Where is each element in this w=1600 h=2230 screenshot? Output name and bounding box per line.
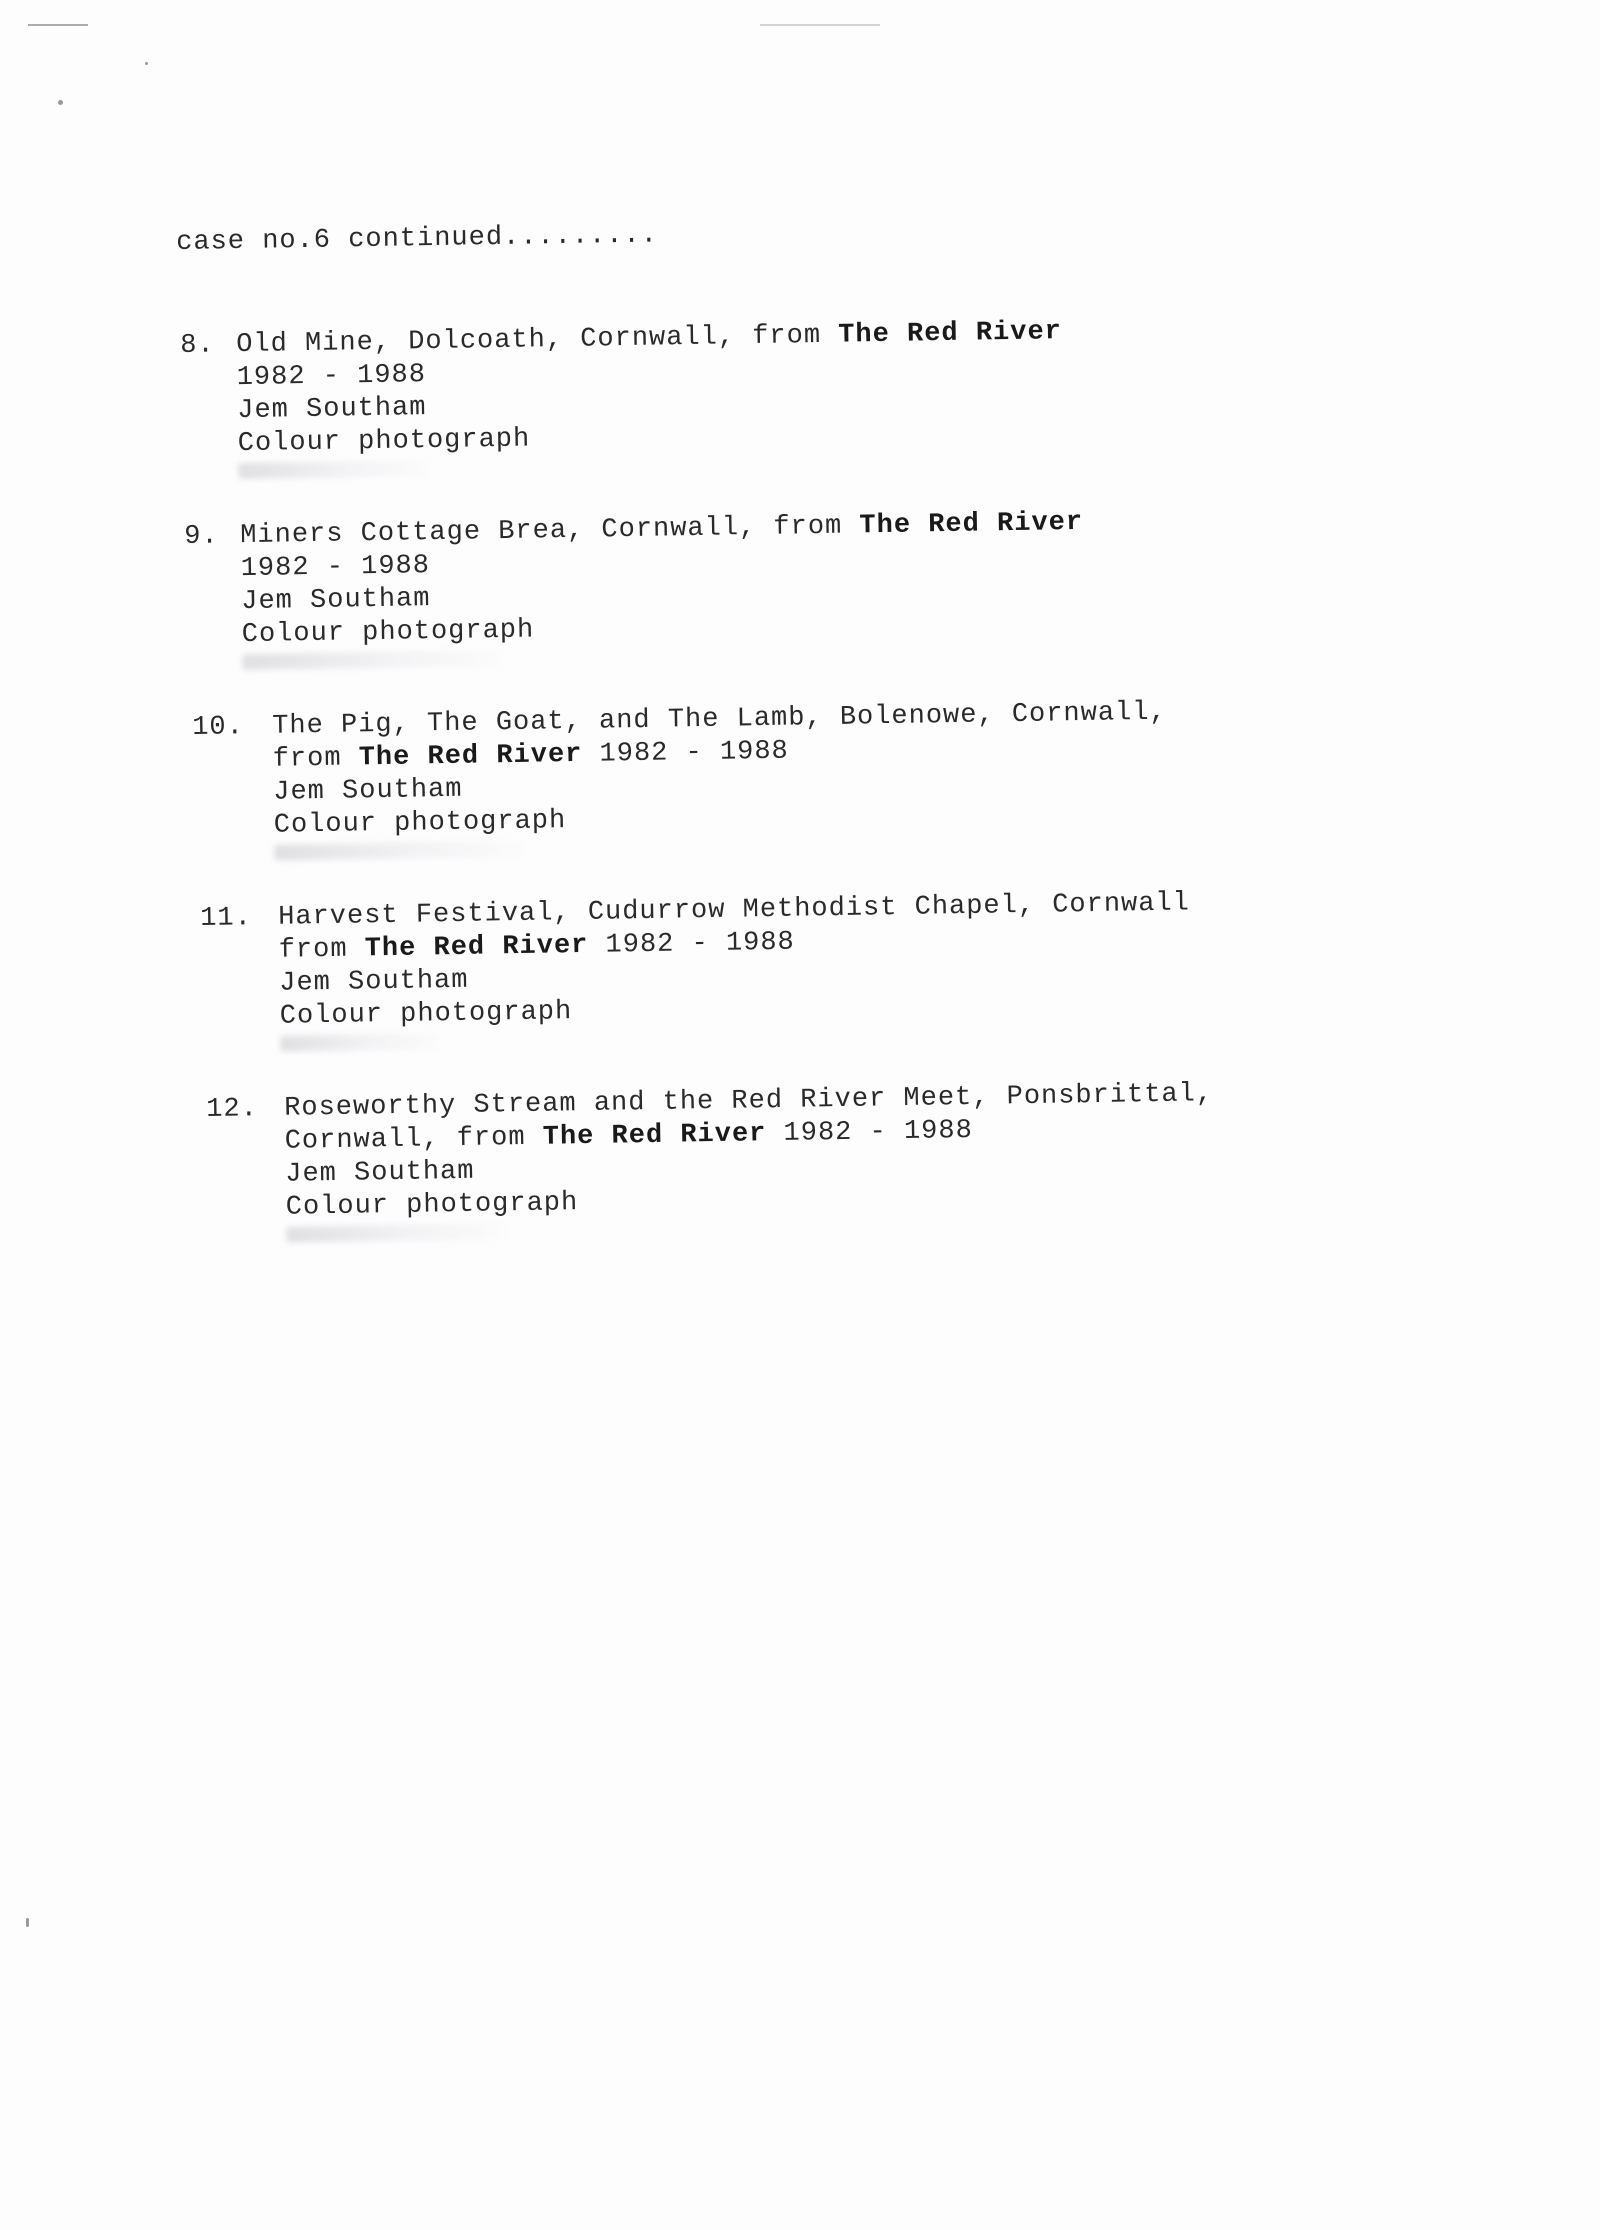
series-title: The Red River [364,930,589,965]
entry-number: 11. [200,903,253,934]
entry-title-line: Miners Cottage Brea, Cornwall, from The Red River [240,507,1084,552]
entry-medium: Colour photograph [279,997,573,1032]
entry-number: 8. [180,330,215,361]
entry-number: 12. [206,1094,259,1125]
entry-artist: Jem Southam [237,393,427,427]
entry-artist: Jem Southam [279,965,469,999]
entry-title-line-2: from The Red River 1982 - 1988 [278,927,796,966]
redaction-blur [286,1223,506,1242]
entry-medium: Colour photograph [285,1188,579,1223]
entry-number: 10. [192,712,245,743]
scan-speck [58,100,63,105]
page-header: case no.6 continued......... [176,220,659,258]
scan-mark-top-left [28,24,88,26]
redaction-blur [242,650,502,670]
redaction-blur [274,841,524,861]
entry-medium: Colour photograph [237,424,531,460]
entry-title-line: Harvest Festival, Cudurrow Methodist Chapel, Cornwall [278,888,1191,933]
entry-dates: 1982 - 1988 [236,360,427,394]
scan-speck [145,62,148,65]
entry-number: 9. [184,521,219,552]
series-title: The Red River [358,739,583,774]
series-title: The Red River [859,507,1084,542]
scan-mark-top-right [760,24,880,26]
entry-dates: 1982 - 1988 [240,551,431,585]
entry-title-line: Old Mine, Dolcoath, Cornwall, from The Red River [236,317,1063,361]
series-title: The Red River [838,317,1063,351]
scan-speck [26,1918,29,1927]
series-title: The Red River [542,1119,767,1153]
entry-title-line-2: from The Red River 1982 - 1988 [272,736,790,775]
entry-medium: Colour photograph [241,615,535,651]
entry-medium: Colour photograph [273,806,567,841]
entry-title-line-2: Cornwall, from The Red River 1982 - 1988 [284,1115,974,1157]
redaction-blur [238,460,428,479]
entry-title-line: Roseworthy Stream and the Red River Meet, Ponsbrittal, [284,1079,1214,1124]
entry-artist: Jem Southam [273,774,463,808]
entry-title-line: The Pig, The Goat, and The Lamb, Bolenowe, Cornwall, [272,697,1167,742]
redaction-blur [280,1033,440,1052]
entry-artist: Jem Southam [241,584,431,618]
entry-artist: Jem Southam [285,1156,475,1190]
